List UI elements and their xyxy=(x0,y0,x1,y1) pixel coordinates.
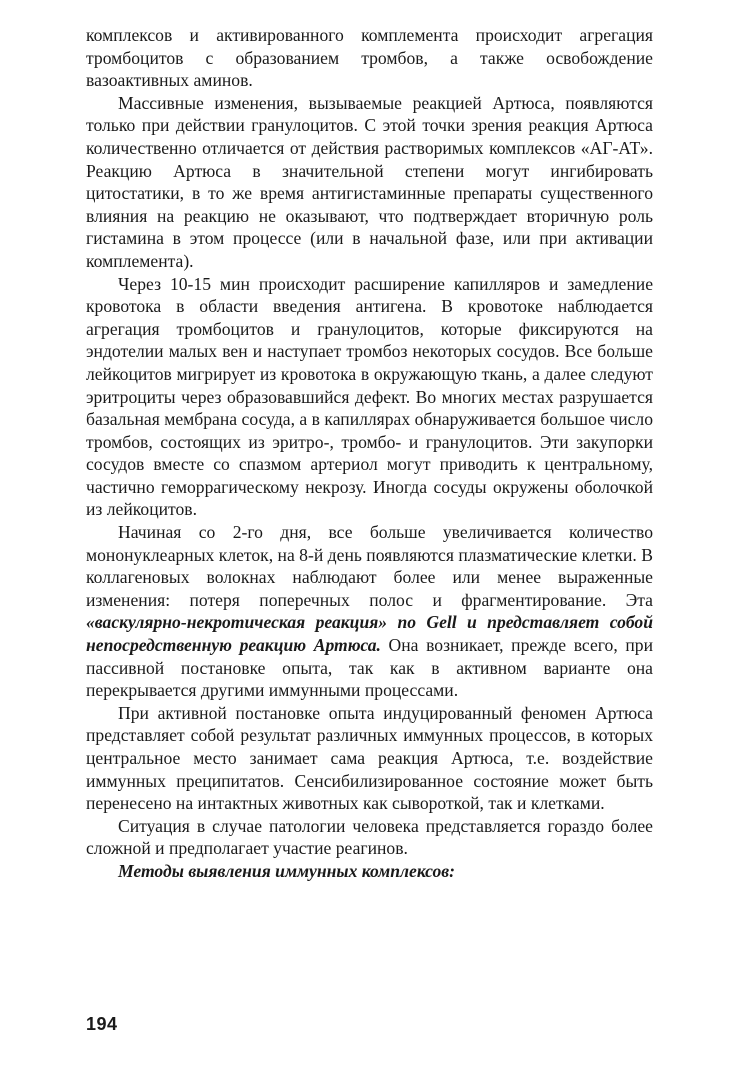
paragraph-5-text: При активной постановке опыта индуцированный феномен Артюса представляет собой результат различных иммунных процессов, в которых центральное место занимает сама реакция Артюса, т.е. воздействие иммунных преципитатов. Сенсибилизированное состояние может быть перенесено на интактных животных как сывороткой, так и клетками. xyxy=(86,702,653,814)
paragraph-4-emphasis: «васкулярно-некротическая реакция» по Gell и представляет собой непосредственную реакцию Артюса. xyxy=(86,612,653,656)
paragraph-3-text: Через 10-15 мин происходит расширение капилляров и замедление кровотока в области введения антигена. В кровотоке наблюдается агрегация тромбоцитов и гранулоцитов, которые фиксируются на эндотелии малых вен и наступает тромбоз некоторых сосудов. Все больше лейкоцитов мигрирует из кровотока в окружающую ткань, а далее следуют эритроциты через образовавшийся дефект. Во многих местах разрушается базальная мембрана сосуда, а в капиллярах обнаруживается большое число тромбов, состоящих из эритро-, тромбо- и гранулоцитов. Эти закупорки сосудов вместе со спазмом артериол могут приводить к центральному, частично геморрагическому некрозу. Иногда сосуды окружены оболочкой из лейкоцитов. xyxy=(86,273,653,520)
paragraph-6-text: Ситуация в случае патологии человека представляется гораздо более сложной и предполагает участие реагинов. xyxy=(86,815,653,859)
paragraph-1-text: комплексов и активированного комплемента происходит агрегация тромбоцитов с образованием тромбов, а также освобождение вазоактивных аминов. xyxy=(86,25,653,91)
paragraph-2-text: Массивные изменения, вызываемые реакцией Артюса, появляются только при действии гранулоцитов. С этой точки зрения реакция Артюса количественно отличается от действия растворимых комплексов «АГ-АТ». Реакцию Артюса в значительной степени могут ингибировать цитостатики, в то же время антигистаминные препараты существенного влияния на реакцию не оказывают, что подтверждает вторичную роль гистамина в этом процессе (или в начальной фазе, или при активации комплемента). xyxy=(86,92,653,271)
section-heading-para xyxy=(86,860,653,883)
paragraph-5 xyxy=(86,702,653,815)
page-number: 194 xyxy=(86,1014,118,1034)
section-heading: Методы выявления иммунных комплексов: xyxy=(118,860,455,881)
paragraph-1 xyxy=(86,24,653,92)
paragraph-4-text-a: Начиная со 2-го дня, все больше увеличивается количество мононуклеарных клеток, на 8-й день появляются плазматические клетки. В коллагеновых волокнах наблюдают более или менее выраженные изменения: потеря поперечных полос и фрагментирование. Эта xyxy=(86,522,653,610)
paragraph-2 xyxy=(86,92,653,273)
paragraph-4 xyxy=(86,521,653,702)
paragraph-3 xyxy=(86,273,653,522)
paragraph-4-text-b: Она возникает, прежде всего, при пассивной постановке опыта, так как в активном варианте она перекрывается другими иммунными процессами. xyxy=(86,635,653,701)
body-text xyxy=(86,24,653,883)
paragraph-6 xyxy=(86,815,653,860)
